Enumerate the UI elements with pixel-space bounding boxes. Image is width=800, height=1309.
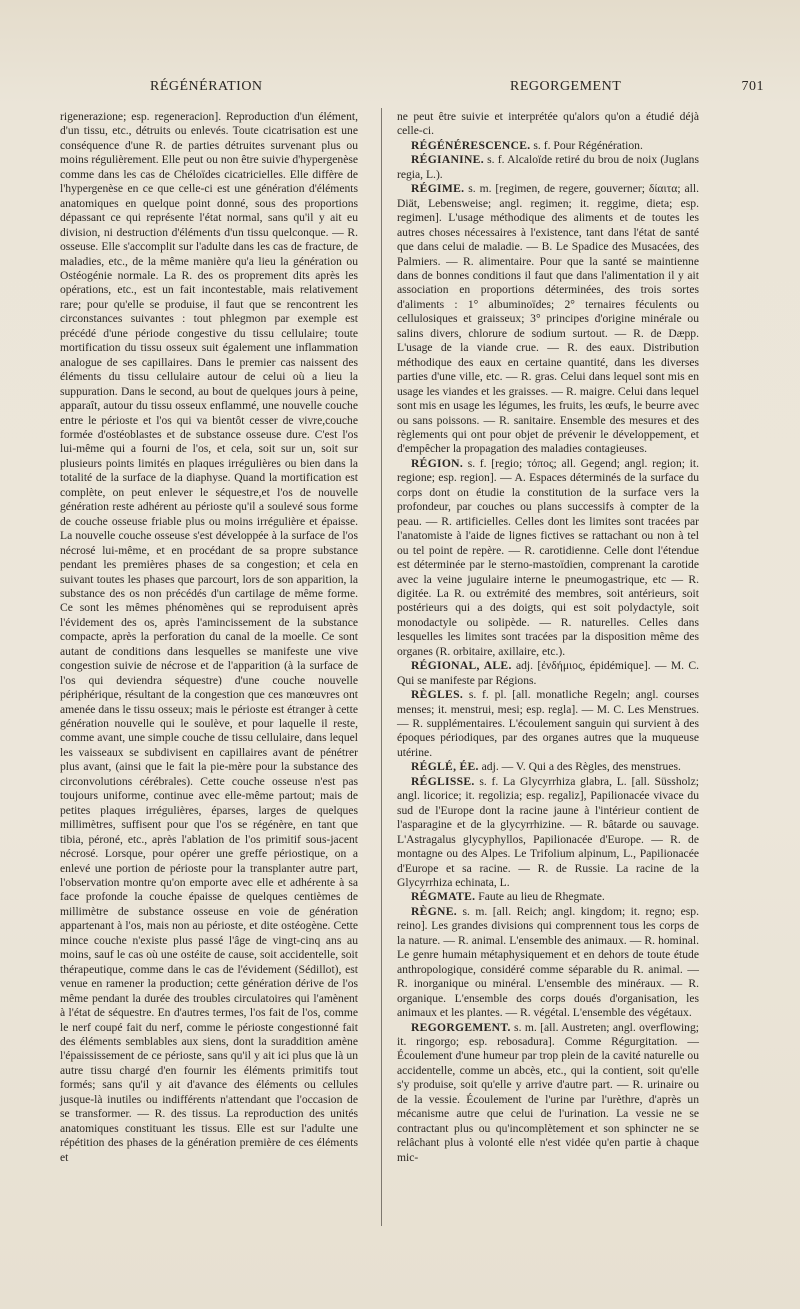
header-left-word: RÉGÉNÉRATION	[150, 79, 263, 94]
dictionary-entry	[397, 890, 699, 904]
entry-text: s. m. [regimen, de regere, gouverner; δίαιτα; all. Diät, Lebensweise; angl. regimen; it. reggime, dieta; esp. regimen]. L'usage méthodique des aliments et de toutes les autres choses nécessaires à l'existence, tant dans l'état de santé que dans celui de maladie. — B. Le Spadice des Musacées, des Palmiers. — R. alimentaire. Pour que la santé se maintienne dans de bonnes conditions il faut que dans l'alimentation il y ait association en proportions déterminées, des trois sortes d'aliments : 1° albuminoïdes; 2° ternaires féculents ou cellulosiques et graisseux; 3° principes d'origine minérale ou salins divers, chlorure de sodium surtout. — R. de Dæpp. L'usage de la viande crue. — R. des eaux. Distribution méthodique des eaux en certaine quantité, dans les diverses parties d'une ville, etc. — R. gras. Celui dans lequel sont mis en usage les viandes et les graisses. — R. maigre. Celui dans lequel sont mis en usage les légumes, les fruits, les œufs, le beurre avec ou sans poissons. — R. sanitaire. Ensemble des mesures et des règlements qui ont pour objet de prévenir le développement, et d'empêcher la propagation des maladies contagieuses.	[397, 182, 699, 456]
dictionary-entry	[397, 153, 699, 182]
header-right-word: REGORGEMENT	[510, 79, 622, 94]
entry-headword: RÉGLÉ, ÉE.	[411, 760, 479, 774]
entry-text: Faute au lieu de Rhegmate.	[475, 890, 605, 904]
dictionary-entry	[397, 1021, 699, 1166]
entry-continuation	[60, 110, 358, 1165]
entry-text: ne peut être suivie et interprétée qu'alors qu'on a étudié déjà celle-ci.	[397, 110, 699, 138]
entry-headword: RÉGMATE.	[411, 890, 476, 904]
dictionary-entry	[397, 182, 699, 457]
entry-headword: RÉGLISSE.	[411, 774, 475, 788]
entry-text: s. m. [all. Austreten; angl. overflowing; it. ringorgo; esp. rebosadura]. Comme Régurgitation. — Écoulement d'une humeur par trop plein de la cavité naturelle ou accidentelle, comme un abcès, etc., qui la contient, soit qu'elle s'y produise, soit qu'elle y arrive d'autre part. — R. urinaire ou de la vessie. Écoulement de l'urine par l'urèthre, d'après un mécanisme autre que celui de l'urination. La vessie ne se contractant plus ou qu'incomplètement et son sphincter ne se relâchant plus à volonté elle n'est vidée qu'en partie à chaque mic-	[397, 1020, 699, 1164]
entry-continuation	[397, 110, 699, 139]
running-header	[60, 79, 770, 101]
right-column	[397, 110, 699, 1165]
entry-text: s. f. Pour Régénération.	[530, 138, 643, 152]
entry-headword: RÈGLES.	[411, 688, 464, 702]
entry-text: s. f. Alcaloïde retiré du brou de noix (Juglans regia, L.).	[397, 153, 699, 181]
entry-headword: RÉGÉNÉRESCENCE.	[411, 138, 531, 152]
entry-text: s. f. La Glycyrrhiza glabra, L. [all. Süssholz; angl. licorice; it. regolizia; esp. regaliz], Papilionacée vivace du sud de l'Europe dont la racine jaune à l'intérieur contient de l'asparagine et de la glycyrrhizine. — R. bâtarde ou sauvage. L'Astragalus glycyphyllos, Papilionacée d'Europe. — R. de montagne ou des Alpes. Le Trifolium alpinum, L., Papilionacée d'Europe et sa racine. — R. de Russie. La racine de la Glycyrrhiza echinata, L.	[397, 774, 699, 890]
dictionary-entry	[397, 760, 699, 774]
dictionary-entry	[397, 688, 699, 760]
entry-headword: RÉGIANINE.	[411, 153, 484, 167]
entry-headword: RÉGIME.	[411, 182, 465, 196]
entry-text: adj. [ἐνδήμιος, épidémique]. — M. C. Qui se manifeste par Régions.	[397, 659, 699, 687]
dictionary-entry	[397, 659, 699, 688]
page-number: 701	[741, 79, 764, 94]
entry-text: adj. — V. Qui a des Règles, des menstrues.	[478, 760, 681, 774]
column-divider	[381, 108, 382, 1226]
entry-text: rigenerazione; esp. regeneracion]. Reproduction d'un élément, d'un tissu, etc., détruits ou enlevés. Toute cicatrisation est une conséquence d'une R. de parties détruites survenant plus ou moins régulièrement. Elle peut ou non être suivie d'hypergenèse comme dans les cas de Chéloïdes cicatricielles. Elle diffère de l'hypergenèse en ce que celle-ci est une génération d'éléments anatomiques en quelque point donné, sous des proportions dépassant ce qui représente l'état normal, sans qu'il y ait eu division, ni destruction d'éléments d'un tissu quelconque. — R. osseuse. Elle s'accomplit sur l'adulte dans les cas de fracture, de maladies, etc., de la même manière qu'a lieu la génération ou Ostéogénie normale. La R. des os proprement dits après les opérations, etc., est un fait incontestable, mais relativement rare; pour qu'elle se produise, il faut que se rencontrent les circonstances suivantes : tout phlegmon par exemple est précédé d'une période congestive du tissu cellulaire; toute mortification du tissu osseux suit également une inflammation analogue de ses capillaires. Dans le premier cas naissent des éléments du tissu cellulaire autour de celui où a lieu la suppuration. Dans le second, au bout de quelques jours à peine, apparaît, autour du tissu osseux enflammé, une nouvelle couche entre le périoste et l'os qui va bientôt cesser de vivre,couche formée d'ostéoblastes et de substance osseuse dure. C'est l'os lui-même qui a fourni de l'os, et cela, soit sur un, soit sur plusieurs points limités en plaques irrégulières ou bien dans la totalité de la surface de la diaphyse. Quand la mortification est complète, on peut enlever le séquestre,et l'os de nouvelle génération reste adhérent au périoste qu'il a soulevé sous forme de couche osseuse friable plus ou moins irrégulière et épaisse. La nouvelle couche osseuse s'est développée à la surface de l'os nécrosé lui-même, et en procédant de sa propre substance pendant les premières phases de sa congestion; et cela en suivant toutes les phases que parcourt, lors de son apparition, la substance des os non précédés d'un cartilage de même forme. Ce sont les mêmes phénomènes qui se reproduisent après l'évidement des os, après l'amincissement de la substance compacte, après la perforation du canal de la moelle. Ce sont autant de conditions dans lesquelles se manifeste une vive congestion suivie de nécrose et de l'apparition (à la surface de l'os qui deviendra séquestre) d'une couche nouvelle périphérique, résultant de la congestion que ces manœuvres ont amenée dans le tissu osseux; mais le périoste est étranger à cette génération nouvelle qui le soulève, et pour laquelle il reste, comme avant, une simple couche de tissu cellulaire, dans lequel les vaisseaux se subdivisent en capillaires avant de pénétrer plus avant, (ainsi que le fait la pie-mère pour la substance des circonvolutions cérébrales). Cette couche osseuse n'est pas toujours uniforme, continue avec elle-même partout; mais de petites plaques irrégulières, éparses, larges de quelques millimètres, suffisent pour que l'os se régénère, en tant que tibia, péroné, etc., après l'ablation de l'os primitif sous-jacent nécrosé. Lorsque, pour opérer une greffe périostique, on a enlevé une portion de périoste pour la transplanter autre part, l'observation montre qu'on emporte avec elle et adhérente à sa face profonde la couche épaisse de quelques centièmes de millimètre de substance osseuse en voie de génération appartenant à l'os, mais non au périoste, et dite ostéogène. Cette mince couche n'existe plus passé l'âge de vingt-cinq ans au moins, sauf le cas où une ostéite de cause, soit accidentelle, soit thérapeutique, comme dans le cas de l'évidement (Sédillot), est venue en ramener la production; cette génération dérive de l'os même pendant la durée des troubles circulatoires qui l'amènent à l'état de séquestre. En d'autres termes, l'os fait de l'os, comme le nerf coupé fait du nerf, comme le périoste congestionné fait des éléments semblables aux siens, dont la suraddition amène l'épaississement de ce périoste, sans qu'il y ait ici plus que là un autre tissu chargé d'en fournir les éléments primitifs tout formés; sans qu'il y ait d'avance des éléments ou cellules jusque-là inutiles ou indifférents n'attendant que l'occasion de se transformer. — R. des tissus. La reproduction des unités anatomiques constituant les tissus. Elle est sur l'adulte une répétition des phases de la génération première de ces éléments et	[60, 110, 358, 1164]
entry-headword: RÉGIONAL, ALE.	[411, 659, 512, 673]
left-column	[60, 110, 358, 1165]
entry-headword: REGORGEMENT.	[411, 1020, 511, 1034]
dictionary-entry	[397, 905, 699, 1021]
entry-headword: RÉGION.	[411, 456, 464, 470]
dictionary-entry	[397, 457, 699, 659]
dictionary-entry	[397, 139, 699, 153]
entry-headword: RÈGNE.	[411, 904, 457, 918]
entry-text: s. f. [regio; τόπος; all. Gegend; angl. region; it. regione; esp. region]. — A. Espaces déterminés de la surface du corps dont on étudie la constitution de la surface vers la profondeur, par couches ou plans successifs à compter de la peau. — R. artificielles. Celles dont les limites sont tracées par l'anatomiste à l'aide de lignes fictives se rattachant ou non à tel ou tel point de repère. — R. carotidienne. Celle dont l'étendue est déterminée par le sterno-mastoïdien, comprenant la carotide avec la veine jugulaire interne le pneumogastrique, etc — R. digitée. La R. ou extrémité des membres, soit antérieurs, soit postérieurs qui a des doigts, qui est soit polydactyle, soit monodactyle ou solipède. — R. naturelles. Celles dans lesquelles les limites sont tracées par la disposition même des organes (R. orbitaire, axillaire, etc.).	[397, 456, 699, 658]
entry-text: s. f. pl. [all. monatliche Regeln; angl. courses menses; it. menstrui, mesi; esp. regla]. — M. C. Les Menstrues. — R. supplémentaires. L'écoulement sanguin qui survient à des époques périodiques, par des organes autres que la muqueuse utérine.	[397, 688, 699, 759]
dictionary-entry	[397, 775, 699, 891]
entry-text: s. m. [all. Reich; angl. kingdom; it. regno; esp. reino]. Les grandes divisions qui comprennent tous les corps de la nature. — R. animal. L'ensemble des animaux. — R. hominal. Le genre humain métaphysiquement et en dehors de toute étude anthropologique, considéré comme séparable du R. animal. — R. inorganique ou minéral. L'ensemble des minéraux. — R. organique. L'ensemble des corps doués d'organisation, les animaux et les plantes. — R. végétal. L'ensemble des végétaux.	[397, 904, 699, 1020]
